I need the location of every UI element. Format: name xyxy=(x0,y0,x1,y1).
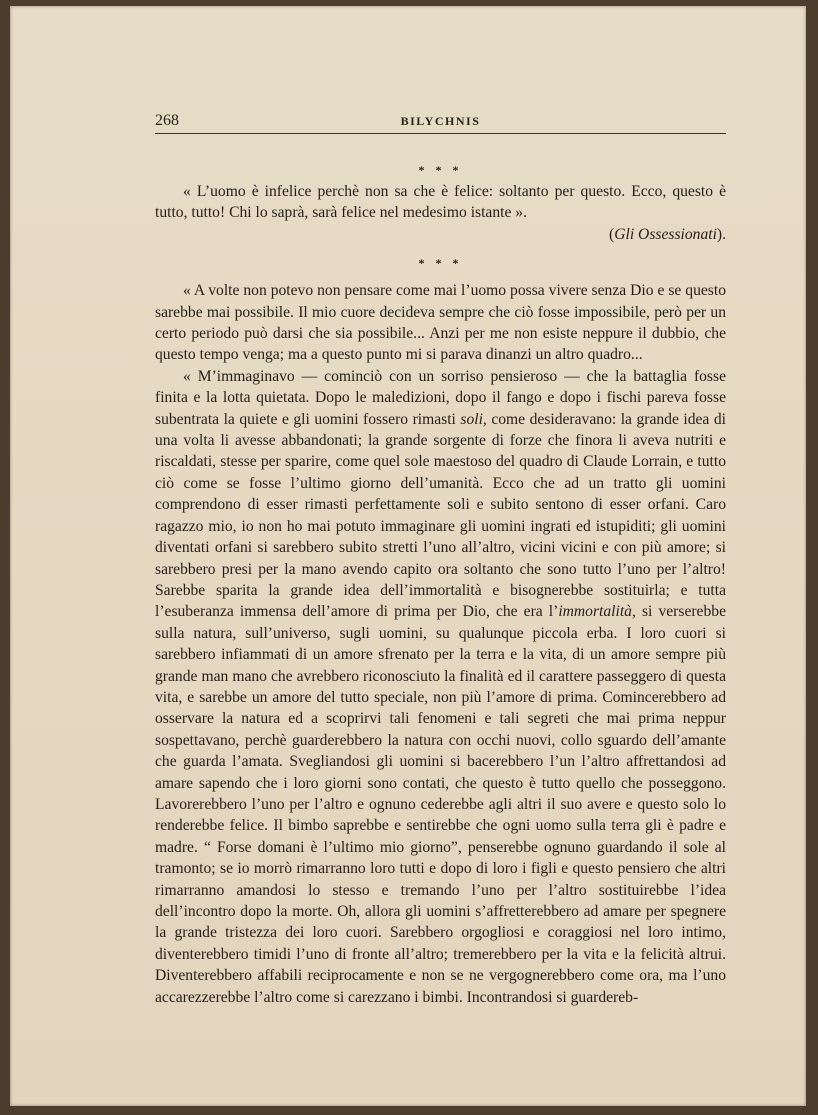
header-rule xyxy=(155,133,726,134)
section-break-1: * * * xyxy=(418,163,463,177)
word-soli: soli xyxy=(460,410,483,428)
page-number: 268 xyxy=(155,112,179,129)
paragraph-1: « A volte non potevo non pensare come mai l’uomo possa vivere senza Dio e se questo sarebbe mai possibile. Il mio cuore decideva sempre che ciò fosse impossibile, però per un certo periodo può darsi che sia possibile... Anzi per me non esiste neppure il dubbio, che questo tempo venga; ma a questo punto mi si parava dinanzi un altro quadro... xyxy=(155,282,726,364)
citation-work: Gli Ossessionati xyxy=(614,225,717,243)
citation-close: ). xyxy=(716,225,726,243)
paragraph-2-part-3: , si verserebbe sulla natura, sull’universo, sugli uomini, su qualunque piccola erba. I loro cuori si sarebbero infiammati di un amore sfrenato per la terra e la vita, di un amore sempre più grande man mano che avrebbero riconosciuto la finalità ed il carattere passeggero di questa vita, e sarebbe un amore del tutto speciale, non più l’amore di prima. Comincerebbero ad osservare la natura ed a scoprirvi tali fenomeni e tali segreti che mai prima neppur sospettavano, perchè guarderebbero la natura con occhi nuovi, collo sguardo dell’amante che guarda l’amata. Svegliandosi gli uomini si bacerebbero l’un l’altro affrettandosi ad amare sapendo che i loro giorni sono contati, che questo è tutto quello che posseggono. Lavorerebbero l’uno per l’altro e ognuno cederebbe agli altri il suo avere e questo solo lo renderebbe felice. Il bimbo saprebbe e sentirebbe che ogni uomo sulla terra gli è padre e madre. “ Forse domani è l’ultimo mio giorno”, penserebbe ognuno guardando il sole al tramonto; se io morrò rimarranno loro tutti e dopo di loro i figli e questo pensiero che altri rimarranno amandosi lo stesso e tremando l’uno per l’altro sostituirebbe l’idea dell’incontro dopo la morte. Oh, allora gli uomini s’affretterebbero ad amare per spegnere la grande tristezza dei loro cuori. Sarebbero orgogliosi e coraggiosi nel loro intimo, diventerebbero timidi l’uno di fronte all’altro; tremerebbero per la vita e la felicità altrui. Diventerebbero affabili reciprocamente e non se ne vergognerebbero come ora, ma l’uno accarezzerebbe l’altro come si carezzano i bimbi. Incontrandosi si guardereb- xyxy=(155,603,726,1006)
running-title: BILYCHNIS xyxy=(400,114,481,128)
page-header xyxy=(155,112,726,132)
citation xyxy=(155,224,726,245)
citation-open: ( xyxy=(609,225,615,243)
section-break-2: * * * xyxy=(418,256,463,271)
quote-paragraph: « L’uomo è infelice perchè non sa che è felice: soltanto per questo. Ecco, questo è tutto, tutto! Chi lo saprà, sarà felice nel medesimo istante ». xyxy=(155,183,726,222)
word-immortalita: immortalità xyxy=(558,603,632,621)
page-body xyxy=(155,160,726,1008)
paragraph-2 xyxy=(155,366,726,1008)
paragraph-2-part-1: « M’immaginavo — cominciò con un sorriso pensieroso — che la battaglia fosse finita e la lotta quietata. Dopo le maledizioni, dopo il fango e dopo i fischi pareva fosse subentrata la quiete e gli uomini fossero rimasti xyxy=(155,367,726,428)
paragraph-2-part-2: , come desideravano: la grande idea di una volta li avesse abbandonati; la grande sorgente di forze che finora li aveva nutriti e riscaldati, stesse per sparire, come quel sole maestoso del quadro di Claude Lorrain, e tutto ciò come se fosse l’ultimo giorno dell’umanità. Ecco che ad un tratto gli uomini comprendono di esser rimasti perfettamente soli e subito sentono di esser orfani. Caro ragazzo mio, io non ho mai potuto immaginare gli uomini ingrati ed istupiditi; gli uomini diventati orfani si sarebbero subito stretti l’uno all’altro, vicini vicini e con più amore; si sarebbero presi per la mano avendo capito ora soltanto che sono tutto l’uno per l’altro! Sarebbe sparita la grande idea dell’immortalità e bisognerebbe sostituirla; e tutta l’esuberanza immensa dell’amore di prima per Dio, che era l’ xyxy=(155,410,726,621)
